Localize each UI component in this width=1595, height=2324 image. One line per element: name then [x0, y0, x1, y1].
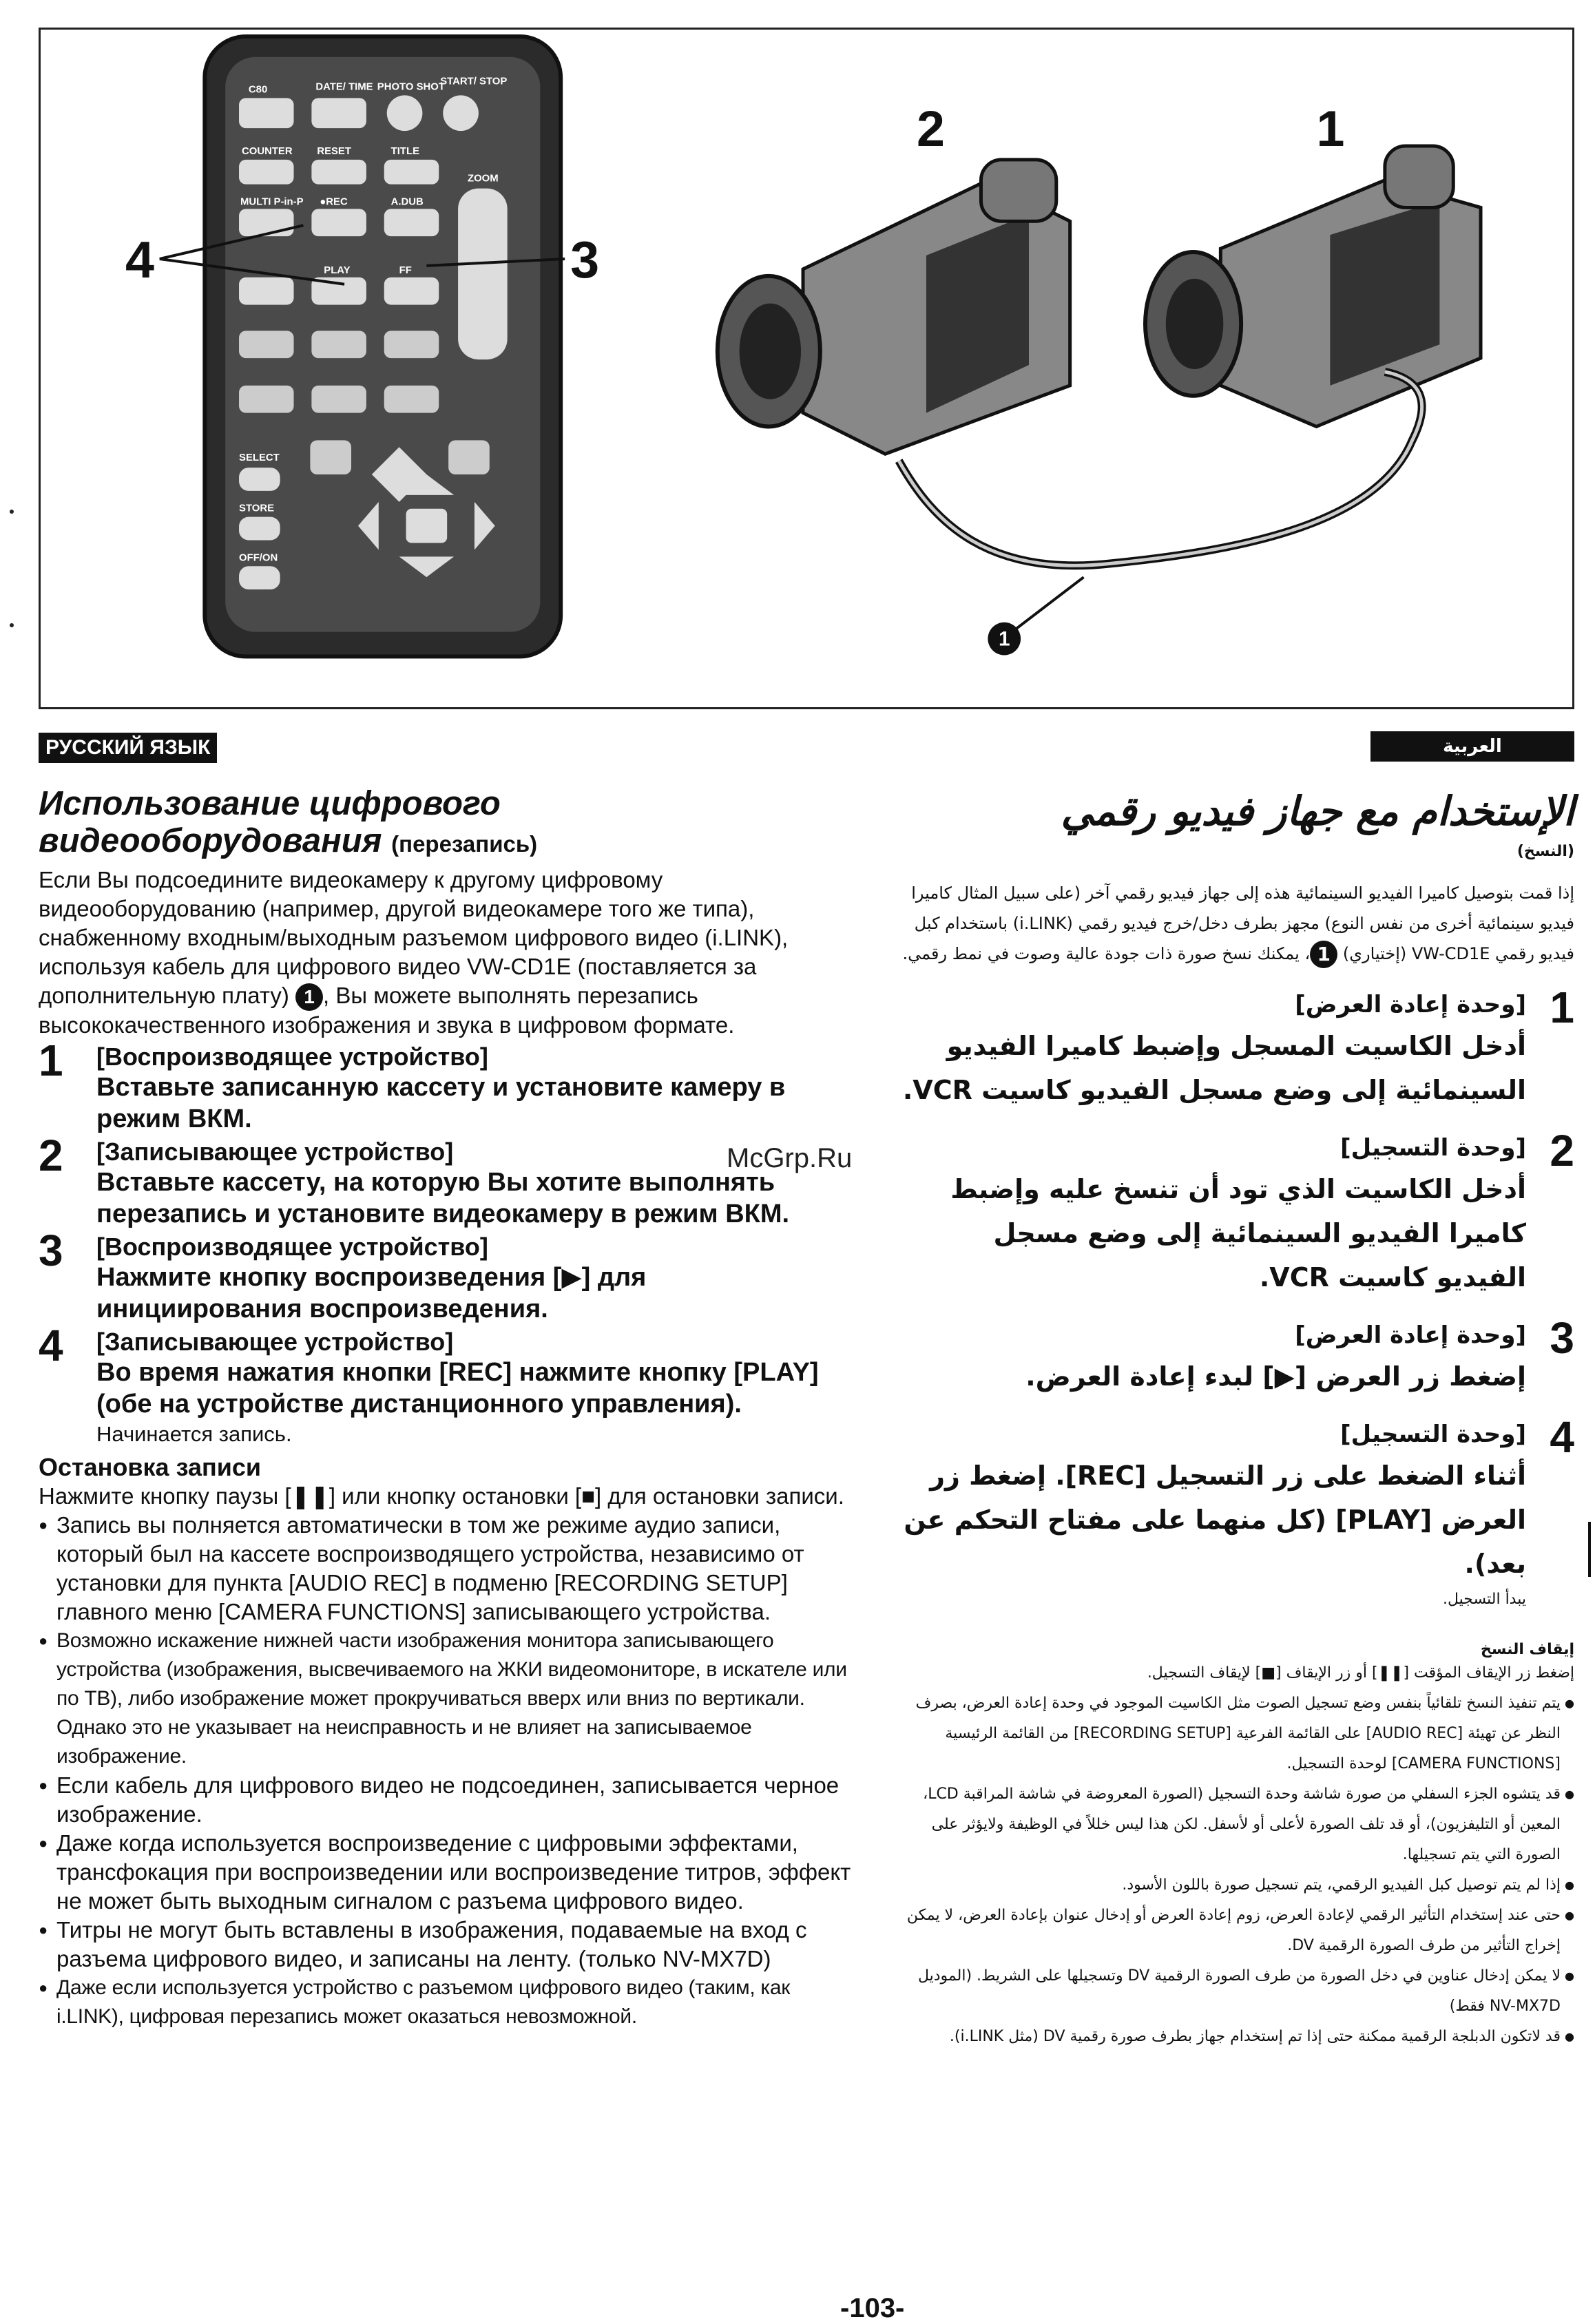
ar-step-2: 2 [وحدة التسجيل] أدخل الكاسيت الذي تود أن تنسخ عليه وإضبط كاميرا الفيديو السينمائية إلى وضع مسجل الفيديو كاسيت VCR. — [950, 1126, 1574, 1292]
remote-marker-4: 4 — [125, 231, 155, 289]
ar-stop-text: إضغط زر الإيقاف المؤقت [❚❚] أو زر الإيقاف [■] لإيقاف التسجيل. — [1147, 1664, 1574, 1682]
ar-bullet: ● حتى عند إستخدام التأثير الرقمي لإعادة العرض، زوم إعادة العرض أو إدخال عنوان بإعادة العرض، لا يمكن إخراج التأثير من طرف الصورة الرقمية DV. — [895, 1901, 1574, 1961]
remote-btn-select: SELECT — [239, 452, 280, 464]
remote-btn-play: PLAY — [324, 264, 351, 276]
remote-btn-off-on: OFF/ON — [239, 552, 278, 564]
remote-btn-counter: COUNTER — [242, 145, 293, 157]
ar-step-4: 4 [وحدة التسجيل] أثناء الضغط على زر التسجيل [REC]. إضغط زر العرض [PLAY] (كل منهما على مفتاح التحكم عن بعد). يبدأ التسجيل. — [904, 1412, 1574, 1608]
scan-dot — [10, 510, 14, 514]
language-tab-arabic: العربية — [1370, 731, 1574, 762]
ar-bullet: ● إذا لم يتم توصيل كبل الفيديو الرقمي، يتم تسجيل صورة باللون الأسود. — [895, 1870, 1574, 1901]
language-tab-russian: РУССКИЙ ЯЗЫК — [39, 733, 217, 763]
remote-btn-title: TITLE — [390, 145, 420, 157]
ar-step-1: 1 [وحدة إعادة العرض] أدخل الكاسيت المسجل وإضبط كاميرا الفيديو السينمائية إلى وضع مسجل الفيديو كاسيت VCR. — [902, 983, 1574, 1105]
svg-text:1: 1 — [998, 627, 1010, 651]
remote-btn-date-time: DATE/ TIME — [315, 81, 373, 93]
ru-bullet: ● Запись вы полняется автоматически в том же режиме аудио записи, который был на кассете воспроизводящего устройства, независимо от установки для пункта [AUDIO REC] в подменю [RECORDING SETUP] главного меню [CAMERA FUNCTIONS] записывающего устройства. — [39, 1511, 851, 1626]
ar-title: الإستخدام مع جهاز فيديو رقمي — [1061, 788, 1574, 835]
camera-label-2: 2 — [917, 99, 945, 157]
ru-step-4: 4 [Записывающее устройство] Во время нажатия кнопки [REC] нажмите кнопку [PLAY] (обе на устройстве дистанционного управления). Начинается запись. — [39, 1321, 819, 1447]
watermark: McGrp.Ru — [727, 1143, 853, 1173]
ru-title: Использование цифрового видеооборудования (перезапись) — [39, 785, 538, 859]
remote-marker-3: 3 — [570, 231, 600, 289]
ru-step-3: 3 [Воспроизводящее устройство] Нажмите кнопку воспроизведения [▶] для инициирования воспроизведения. — [39, 1226, 647, 1324]
ar-intro: إذا قمت بتوصيل كاميرا الفيديو السينمائية هذه إلى جهاز فيديو رقمي آخر (على سبيل المثال كاميرا فيديو سينمائية أخرى من نفس النوع) مجهز بطرف دخل/خرج فيديو رقمي (i.LINK) باستخدام كبل فيديو رقمي VW-CD1E (إختياري) 1، يمكنك نسخ صورة ذات جودة عالية وصوت في نمط رقمي. — [895, 878, 1574, 969]
remote-btn-store: STORE — [239, 503, 275, 514]
camera-label-1: 1 — [1316, 99, 1345, 157]
ru-stop-text: Нажмите кнопку паузы [❚❚] или кнопку остановки [■] для остановки записи. — [39, 1483, 844, 1509]
ru-step-2: 2 [Записывающее устройство] Вставьте кассету, на которую Вы хотите выполнять перезапись и установите видеокамеру в режим ВКМ. — [39, 1131, 790, 1229]
remote-btn-zoom: ZOOM — [468, 173, 499, 185]
ru-bullet: ● Даже если используется устройство с разъемом цифрового видео (таким, как i.LINK), цифровая перезапись может оказаться невозможной. — [39, 1974, 851, 2031]
ru-bullet: ● Даже когда используется воспроизведение с цифровыми эффектами, трансфокация при воспроизведении или воспроизведение титров, эффект не может быть выходным сигналом с разъема цифрового видео. — [39, 1829, 851, 1916]
scan-dot — [10, 623, 14, 627]
page-number: -103- — [840, 2293, 905, 2323]
remote-btn-start-stop: START/ STOP — [440, 76, 508, 87]
ru-bullet: ● Если кабель для цифрового видео не подсоединен, записывается черное изображение. — [39, 1771, 851, 1829]
remote-btn-c80: C80 — [248, 84, 268, 96]
remote-btn-ff: FF — [399, 264, 412, 276]
ru-intro: Если Вы подсоедините видеокамеру к другому цифровому видеооборудованию (например, другой видеокамере того же типа), снабженному входным/выходным разъемом цифрового видео (i.LINK), используя кабель для цифрового видео VW-CD1E (поставляется за дополнительную плату) 1 , Вы можете выполнять перезапись высококачественного изображения и звука в цифровом формате. — [39, 867, 789, 1038]
camera-2 — [718, 160, 1070, 454]
remote-btn-rec: ●REC — [320, 196, 348, 208]
ar-bullet: ● قد لاتكون الدبلجة الرقمية ممكنة حتى إذا تم إستخدام جهاز بطرف صورة رقمية DV (مثل i.LINK). — [895, 2022, 1574, 2052]
arabic-column — [895, 785, 1574, 2052]
russian-column — [39, 785, 851, 2031]
ar-bullet: ● قد يتشوه الجزء السفلي من صورة شاشة وحدة التسجيل (الصورة المعروضة في شاشة المراقبة LCD، المعين أو التليفزيون)، أو قد تلف الصورة لأعلى أو لأسفل. لكن هذا ليس خللاً في الوظيفة ولايؤثر على الصورة التي يتم تسجيلها. — [895, 1779, 1574, 1870]
ru-bullet: ● Возможно искажение нижней части изображения монитора записывающего устройства (изображения, высвечиваемого на ЖКИ видеомониторе, в искателе или по ТВ), либо изображение может прокручиваться вверх или вниз по вертикали. Однако это не указывает на неисправность и не влияет на записываемое изображение. — [39, 1626, 851, 1771]
ar-stop-heading: إيقاف النسخ — [1480, 1641, 1574, 1658]
remote-btn-photo-shot: PHOTO SHOT — [377, 81, 445, 93]
ru-bullet: ● Титры не могут быть вставлены в изображения, подаваемые на вход с разъема цифрового видео, и записаны на ленту. (только NV-MX7D) — [39, 1916, 851, 1974]
ar-step-3: 3 [وحدة إعادة العرض] إضغط زر العرض [▶] لبدء إعادة العرض. — [1025, 1313, 1574, 1392]
remote-btn-multi: MULTI P-in-P — [240, 196, 304, 208]
remote-control — [205, 36, 561, 657]
ru-stop-heading: Остановка записи — [39, 1453, 262, 1482]
circled-number: 1 — [295, 983, 323, 1011]
illustration-panel — [39, 28, 1574, 709]
ru-step-1: 1 [Воспроизводящее устройство] Вставьте записанную кассету и установите камеру в режим ВКМ. — [39, 1036, 786, 1134]
remote-btn-reset: RESET — [317, 145, 351, 157]
margin-mark — [1588, 1522, 1591, 1577]
dubbing-illustration — [41, 30, 1572, 707]
camera-1 — [1145, 146, 1481, 427]
ar-bullet: ● يتم تنفيذ النسخ تلقائياً بنفس وضع تسجيل الصوت مثل الكاسيت الموجود في وحدة إعادة العرض، بصرف النظر عن تهيئة [AUDIO REC] على القائمة الفرعية [RECORDING SETUP] من القائمة الرئيسية [CAMERA FUNCTIONS] لوحدة التسجيل. — [895, 1688, 1574, 1779]
ar-bullet: ● لا يمكن إدخال عناوين في دخل الصورة من طرف الصورة الرقمية DV وتسجيلها على الشريط. (الموديل NV-MX7D فقط) — [895, 1961, 1574, 2022]
remote-btn-adub: A.DUB — [390, 196, 424, 208]
ar-subtitle: (النسخ) — [1516, 843, 1574, 860]
circled-number: 1 — [1310, 941, 1337, 968]
